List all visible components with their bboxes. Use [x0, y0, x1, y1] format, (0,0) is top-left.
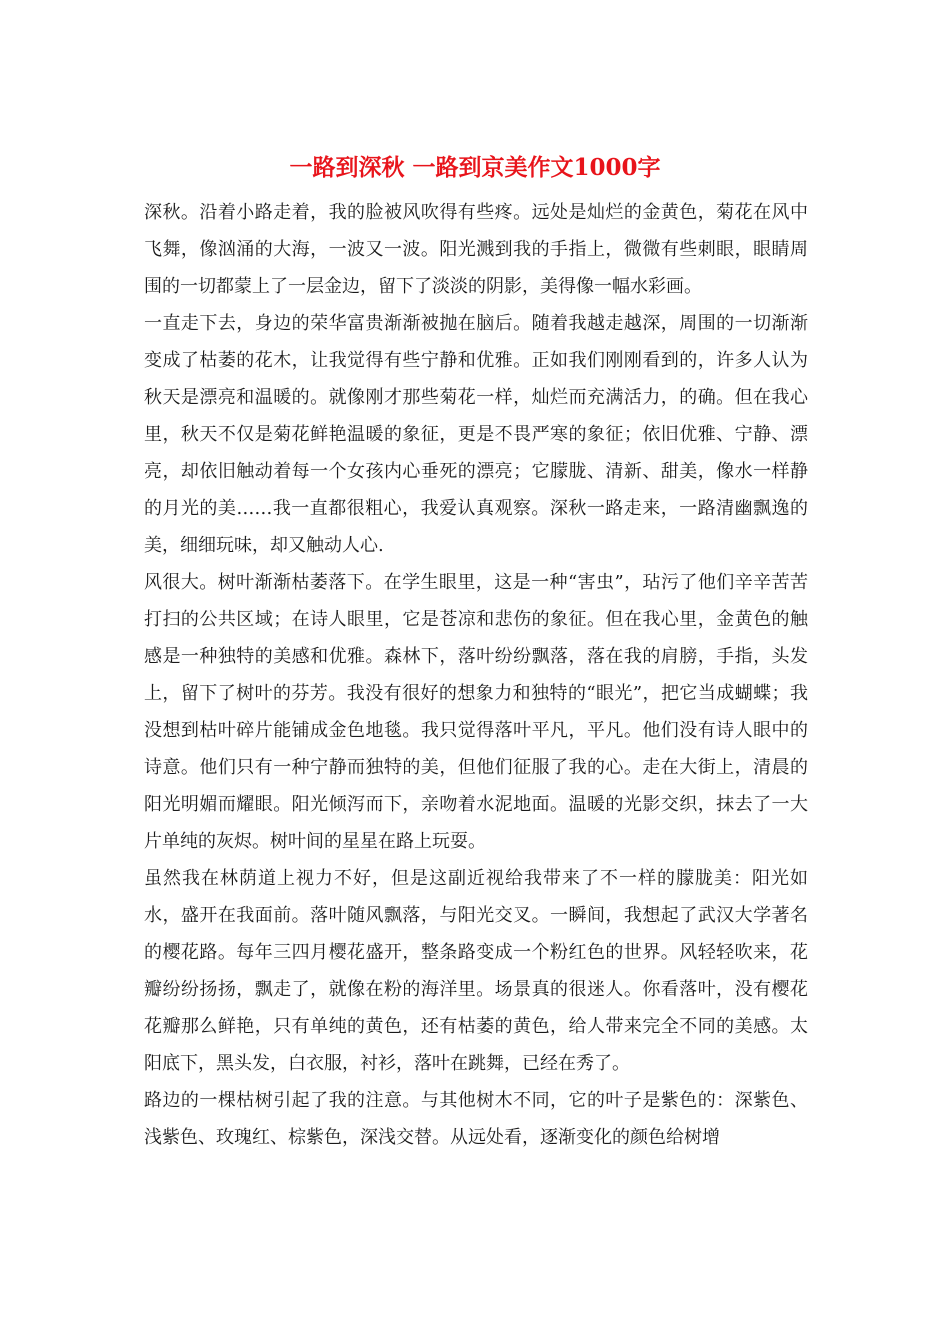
paragraph-1: 深秋。沿着小路走着，我的脸被风吹得有些疼。远处是灿烂的金黄色，菊花在风中飞舞，像汹涌的大海，一波又一波。阳光溅到我的手指上，微微有些刺眼，眼睛周围的一切都蒙上了一层金边，留下了淡淡的阴影，美得像一幅水彩画。 [144, 202, 808, 297]
document-body [144, 194, 808, 1156]
paragraph-2: 一直走下去，身边的荣华富贵渐渐被抛在脑后。随着我越走越深，周围的一切渐渐变成了枯萎的花木，让我觉得有些宁静和优雅。正如我们刚刚看到的，许多人认为秋天是漂亮和温暖的。就像刚才那些菊花一样，灿烂而充满活力，的确。但在我心里，秋天不仅是菊花鲜艳温暖的象征，更是不畏严寒的象征；依旧优雅、宁静、漂亮，却依旧触动着每一个女孩内心垂死的漂亮；它朦胧、清新、甜美，像水一样静的月光的美……我一直都很粗心，我爱认真观察。深秋一路走来，一路清幽飘逸的美，细细玩味，却又触动人心. [144, 313, 808, 556]
paragraph-3: 风很大。树叶渐渐枯萎落下。在学生眼里，这是一种“害虫”，玷污了他们辛辛苦苦打扫的公共区域；在诗人眼里，它是苍凉和悲伤的象征。但在我心里，金黄色的触感是一种独特的美感和优雅。森林下，落叶纷纷飘落，落在我的肩膀，手指，头发上，留下了树叶的芬芳。我没有很好的想象力和独特的“眼光”，把它当成蝴蝶；我没想到枯叶碎片能铺成金色地毯。我只觉得落叶平凡，平凡。他们没有诗人眼中的诗意。他们只有一种宁静而独特的美，但他们征服了我的心。走在大街上，清晨的阳光明媚而耀眼。阳光倾泻而下，亲吻着水泥地面。温暖的光影交织，抹去了一大片单纯的灰烬。树叶间的星星在路上玩耍。 [144, 572, 808, 852]
paragraph-4: 虽然我在林荫道上视力不好，但是这副近视给我带来了不一样的朦胧美：阳光如水，盛开在我面前。落叶随风飘落，与阳光交叉。一瞬间，我想起了武汉大学著名的樱花路。每年三四月樱花盛开，整条路变成一个粉红色的世界。风轻轻吹来，花瓣纷纷扬扬，飘走了，就像在粉的海洋里。场景真的很迷人。你看落叶，没有樱花花瓣那么鲜艳，只有单纯的黄色，还有枯萎的黄色，给人带来完全不同的美感。太阳底下，黑头发，白衣服，衬衫，落叶在跳舞，已经在秀了。 [144, 868, 808, 1074]
paragraph-5: 路边的一棵枯树引起了我的注意。与其他树木不同，它的叶子是紫色的：深紫色、浅紫色、玫瑰红、棕紫色，深浅交替。从远处看，逐渐变化的颜色给树增 [144, 1090, 808, 1148]
document-title: 一路到深秋 一路到京美作文1000字 [289, 154, 661, 181]
